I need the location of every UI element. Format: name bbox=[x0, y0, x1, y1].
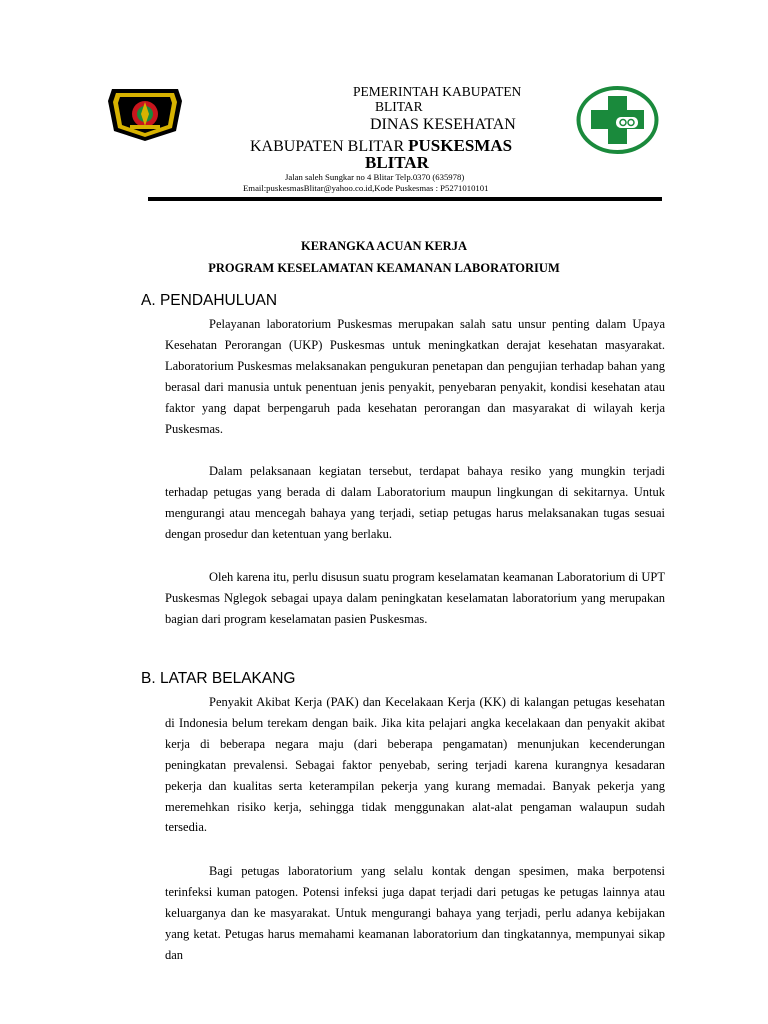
section-heading-pendahuluan: A. PENDAHULUAN bbox=[141, 292, 278, 309]
header-address: Jalan saleh Sungkar no 4 Blitar Telp.0370 (635978) bbox=[285, 172, 465, 182]
paragraph: Bagi petugas laboratorium yang selalu kontak dengan spesimen, maka berpotensi terinfeksi kuman patogen. Potensi infeksi juga dapat terjadi dari petugas ke petugas lainnya atau keluarganya dan ke masyarakat. Untuk mengurangi bahaya yang terjadi, perlu adanya kebijakan yang ketat. Petugas harus memahami keamanan laboratorium dan tingkatannya, mempunyai sikap dan bbox=[165, 864, 665, 962]
paragraph: Penyakit Akibat Kerja (PAK) dan Kecelakaan Kerja (KK) di kalangan petugas kesehatan di Indonesia belum terekam dengan baik. Jika kita pelajari angka kecelakaan dan penyakit akibat kerja di beberapa negara maju (dari beberapa pengamatan) menunjukan kecenderungan peningkatan prevalensi. Sebagai faktor penyebab, sering terjadi karena kurangnya kesadaran pekerja dan kualitas serta keterampilan pekerja yang kurang memadai. Banyak pekerja yang meremehkan risiko kerja, sehingga tidak menggunakan alat-alat pengaman walaupun sudah tersedia. bbox=[165, 695, 665, 835]
header-email: Email:puskesmasBlitar@yahoo.co.id,Kode Puskesmas : P5271010101 bbox=[243, 183, 489, 193]
puskesmas-cross-icon bbox=[576, 86, 659, 154]
header-regency: BLITAR bbox=[375, 99, 423, 114]
kabupaten-blitar-emblem-icon bbox=[106, 85, 184, 143]
document-subtitle: PROGRAM KESELAMATAN KEAMANAN LABORATORIUM bbox=[208, 261, 560, 275]
document-title: KERANGKA ACUAN KERJA bbox=[301, 239, 467, 253]
header-regency-text: KABUPATEN BLITAR bbox=[250, 138, 409, 155]
header-government: PEMERINTAH KABUPATEN bbox=[353, 84, 522, 99]
paragraph: Oleh karena itu, perlu disusun suatu program keselamatan keamanan Laboratorium di UPT Puskesmas Nglegok sebagai upaya dalam peningkatan keselamatan laboratorium yang merupakan bagian dari program keselamatan pasien Puskesmas. bbox=[165, 570, 665, 626]
paragraph: Dalam pelaksanaan kegiatan tersebut, terdapat bahaya resiko yang mungkin terjadi terhadap petugas yang berada di dalam Laboratorium maupun lingkungan di sekitarnya. Untuk mengurangi atau mencegah bahaya yang terjadi, setiap petugas harus melaksanakan tugas sesuai dengan prosedur dan ketentuan yang berlaku. bbox=[165, 464, 665, 541]
section-heading-latar-belakang: B. LATAR BELAKANG bbox=[141, 670, 296, 687]
header-department: DINAS KESEHATAN bbox=[370, 116, 516, 133]
header-divider bbox=[148, 197, 662, 201]
header-puskesmas-text: PUSKESMAS bbox=[408, 136, 513, 155]
header-city: BLITAR bbox=[365, 153, 429, 172]
paragraph: Pelayanan laboratorium Puskesmas merupakan salah satu unsur penting dalam Upaya Kesehatan Perorangan (UKP) Puskesmas untuk meningkatkan derajat kesehatan masyarakat. Laboratorium Puskesmas melaksanakan pengukuran penetapan dan pengujian terhadap bahan yang berasal dari manusia untuk penentuan jenis penyakit, penyebaran penyakit, kondisi kesehatan atau faktor yang dapat berpengaruh pada kesehatan perorangan dan masyarakat di wilayah kerja Puskesmas. bbox=[165, 317, 665, 436]
